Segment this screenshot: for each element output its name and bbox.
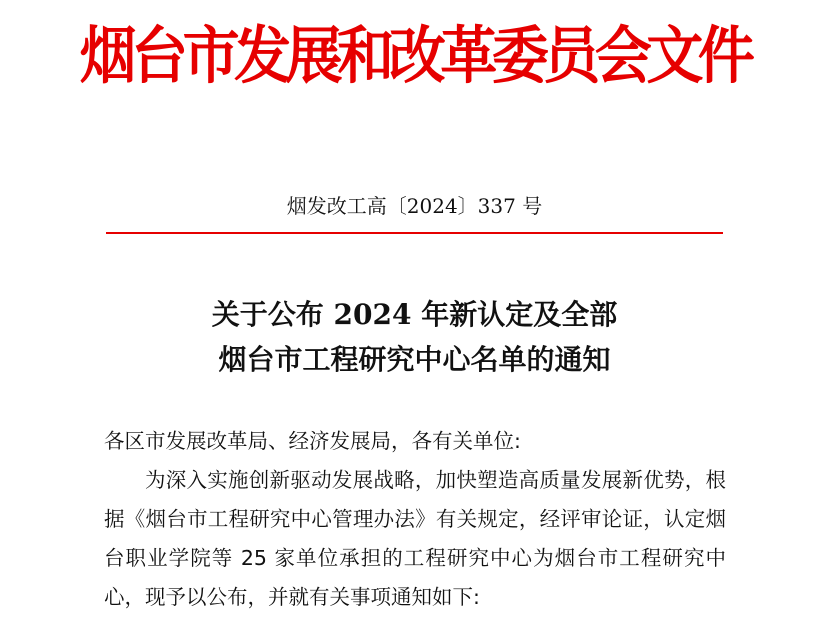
document-number: 烟发改工高〔2024〕337 号 [286, 194, 543, 218]
document-body [104, 422, 726, 617]
title-line-2: 烟台市工程研究中心名单的通知 [218, 343, 611, 376]
document-masthead: 烟台市发展和改革委员会文件 [79, 19, 750, 92]
body-paragraph: 为深入实施创新驱动发展战略，加快塑造高质量发展新优势，根据《烟台市工程研究中心管理办法》有关规定，经评审论证，认定烟台职业学院等 25 家单位承担的工程研究中心为烟台市工程研究中心，现予以公布，并就有关事项通知如下: [104, 468, 726, 609]
red-separator-line [106, 232, 723, 234]
document-title [0, 292, 829, 382]
title-line-1: 关于公布 2024 年新认定及全部 [211, 298, 618, 331]
salutation: 各区市发展改革局、经济发展局，各有关单位: [104, 429, 521, 453]
